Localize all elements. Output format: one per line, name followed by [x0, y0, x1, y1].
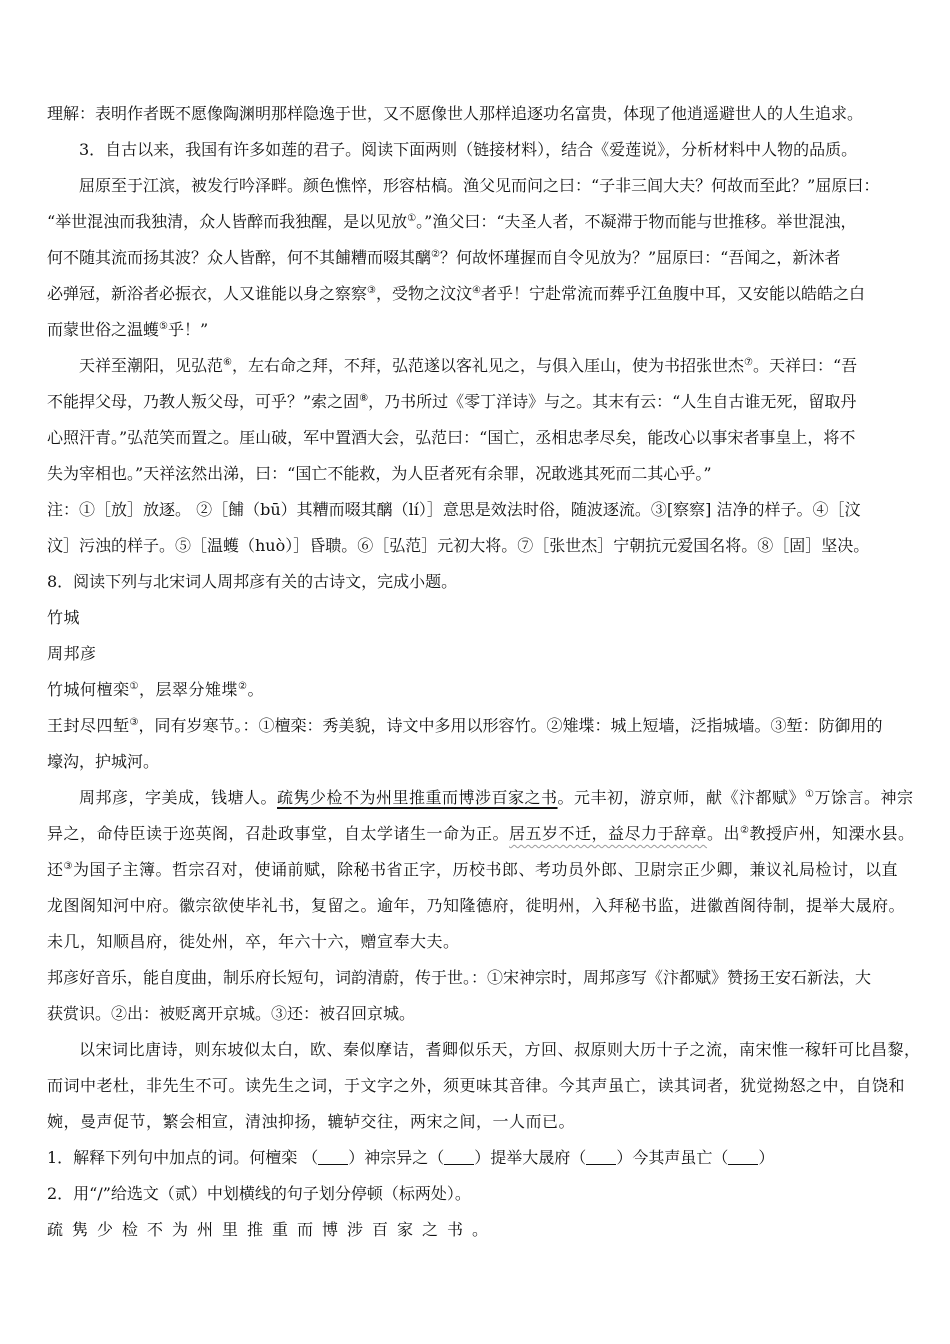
text: ，层翠分雉堞 — [138, 680, 238, 699]
underlined-sentence: 疏隽少检不为州里推重而博涉百家之书 — [277, 788, 558, 807]
footnote-mark: ⑤ — [159, 321, 168, 332]
text: 何檀栾 （ — [249, 1148, 319, 1167]
footnote-mark: ⑧ — [359, 393, 369, 404]
commentary-line: 以宋词比唐诗，则东坡似太白，欧、秦似摩诘，耆卿似乐天，方回、叔原则大历十子之流，南宋惟一稼轩可比昌黎， — [79, 1040, 921, 1059]
text: 者乎！宁赴常流而葬乎江鱼腹中耳，又安能以皓皓之白 — [480, 284, 865, 303]
text: 。 — [247, 680, 264, 699]
text: 。出 — [707, 824, 741, 843]
text: 而蒙世俗之温蠖 — [47, 320, 160, 339]
text: 王封尽四堑 — [47, 716, 130, 735]
footnote-mark: ⑦ — [744, 357, 753, 368]
document-page — [47, 96, 921, 1248]
commentary-line: 而词中老杜，非先生不可。读先生之词，于文字之外，须更味其音律。今其声虽亡，读其词者，犹觉拗怒之中，自饶和 — [47, 1076, 906, 1095]
passage-line — [47, 312, 913, 348]
footnote-mark: ⑥ — [223, 357, 232, 368]
bio-line: 龙图阁知河中府。徽宗欲使毕礼书，复留之。逾年，乃知隆德府，徙明州，入拜秘书监，进徽酋阁待制，提举大晟府。 — [47, 896, 906, 915]
passage-line — [47, 384, 913, 420]
text: 万馀言。神宗 — [814, 788, 914, 807]
text: ，同有岁寒节。：①檀栾：秀美貌，诗文中多用以形容竹。②雉堞：城上短墙，泛指城墙。③堑：防御用的 — [138, 716, 883, 735]
passage-line — [47, 204, 913, 240]
text: 。元丰初，游京师，献《汴都赋》 — [557, 788, 806, 807]
text: ）神宗异之（ — [348, 1148, 445, 1167]
commentary — [47, 1032, 921, 1140]
passage-line — [47, 240, 913, 276]
text: 周邦彦，字美成，钱塘人。 — [79, 788, 278, 807]
bio-line: 邦彦好音乐，能自度曲，制乐府长短句，词韵清蔚，传于世。：①宋神宗时，周邦彦写《汴都赋》赞扬王安石新法，大 — [47, 968, 872, 987]
passage-line — [47, 348, 913, 384]
sub-question-label: 1．解释下列句中加点的词。 — [47, 1148, 250, 1167]
text: 。”渔父曰：“夫圣人者，不凝滞于物而能与世推移。举世混浊， — [416, 212, 857, 231]
biography — [47, 780, 913, 960]
footnotes — [47, 492, 913, 564]
footnote-mark: ③ — [129, 717, 139, 728]
footnote-mark: ① — [129, 681, 139, 692]
footnote-mark: ③ — [63, 861, 73, 872]
passage-line: 失为宰相也。”天祥泫然出涕，曰：“国亡不能救，为人臣者死有余罪，况敢逃其死而二其心乎。” — [47, 464, 712, 483]
text: 异之，命侍臣读于迩英阁，召赴政事堂，自太学诸生一命为正。 — [47, 824, 510, 843]
poem-line — [47, 672, 913, 708]
bio-line — [47, 780, 913, 816]
footnote-mark: ② — [740, 825, 750, 836]
footnote-line: 注：①［放］放逐。 ②［餔（bū）其糟而啜其醨（lí）］意思是效法时俗，随波逐流。③[察察] 洁净的样子。④［汶 — [47, 500, 861, 519]
text: ）今其声虽亡（ — [616, 1148, 729, 1167]
footnote-mark: ④ — [472, 285, 481, 296]
footnote-mark: ② — [431, 249, 440, 260]
text: “举世混浊而我独清，众人皆醉而我独醒，是以见放 — [47, 212, 408, 231]
bio-line — [47, 852, 913, 888]
poem-title: 竹城 — [47, 608, 81, 627]
footnote-line: 汶］污浊的样子。⑤［温蠖（huò）］昏聩。⑥［弘范］元初大将。⑦［张世杰］宁朝抗元爱国名将。⑧［固］坚决。 — [47, 536, 870, 555]
bio-line: 未几，知顺昌府，徙处州，卒，年六十六，赠宣奉大夫。 — [47, 932, 460, 951]
text: 为国子主簿。哲宗召对，使诵前赋，除秘书省正字，历校书郎、考功员外郎、卫尉宗正少卿，兼议礼局检讨，以直 — [72, 860, 898, 879]
commentary-line: 婉，曼声促节，繁会相宣，清浊抑扬，辘轳交往，两宋之间，一人而已。 — [47, 1112, 576, 1131]
passage-line — [47, 276, 913, 312]
text: 天祥至潮阳，见弘范 — [79, 356, 224, 375]
text: 不能捍父母，乃教人叛父母，可乎？”索之固 — [47, 392, 360, 411]
footnote-mark: ③ — [367, 285, 376, 296]
poem-author: 周邦彦 — [47, 644, 97, 663]
passage-wentianxiang — [47, 348, 913, 492]
sub-question-2: 2．用“/”给选文（贰）中划横线的句子划分停顿（标两处）。 — [47, 1184, 471, 1203]
poem-line — [47, 708, 913, 744]
text: ） — [758, 1148, 775, 1167]
sentence-to-punctuate: 疏隽少检不为州里推重而博涉百家之书。 — [47, 1220, 498, 1239]
text: 教授庐州，知溧水县。 — [749, 824, 915, 843]
answer-blank[interactable] — [444, 1150, 474, 1165]
text: ？何故怀瑾握而自令见放为？”屈原曰：“吾闻之，新沐者 — [439, 248, 841, 267]
text: ，乃书所过《零丁洋诗》与之。其末有云：“人生自古谁无死，留取丹 — [368, 392, 857, 411]
answer-blank[interactable] — [318, 1150, 348, 1165]
passage-quyuan — [47, 168, 913, 348]
text: ）提举大晟府（ — [474, 1148, 587, 1167]
poem-note-wrap: 壕沟，护城河。 — [47, 752, 160, 771]
text: ，左右命之拜，不拜，弘范遂以客礼见之，与俱入厓山，使为书招张世杰 — [231, 356, 744, 375]
text: 必弹冠，新浴者必振衣，人又谁能以身之察察 — [47, 284, 368, 303]
question-3-prompt: 3．自古以来，我国有许多如莲的君子。阅读下面两则（链接材料），结合《爱莲说》，分析材料中人物的品质。 — [79, 140, 858, 159]
question-8-prompt: 8．阅读下列与北宋词人周邦彦有关的古诗文，完成小题。 — [47, 572, 458, 591]
text: 何不随其流而扬其波？众人皆醉，何不其餔糟而啜其醨 — [47, 248, 432, 267]
bio-line: 获赏识。②出：被贬离开京城。③还：被召回京城。 — [47, 1004, 416, 1023]
wavy-underlined-sentence: 居五岁不迁，益尽力于辞章 — [509, 824, 708, 843]
sub-question-1 — [47, 1140, 913, 1176]
text: 还 — [47, 860, 64, 879]
footnote-mark: ② — [238, 681, 248, 692]
answer-blank[interactable] — [728, 1150, 758, 1165]
text: 。天祥曰：“吾 — [752, 356, 858, 375]
passage-line: 屈原至于江滨，被发行吟泽畔。颜色憔悴，形容枯槁。渔父见而问之曰：“子非三闾大夫？何故而至此？”屈原曰： — [79, 176, 880, 195]
footnote-mark: ① — [407, 213, 417, 224]
answer-blank[interactable] — [586, 1150, 616, 1165]
text: 竹城何檀栾 — [47, 680, 130, 699]
footnote-mark: ① — [805, 789, 815, 800]
answer-line: 理解：表明作者既不愿像陶渊明那样隐逸于世，又不愿像世人那样追逐功名富贵，体现了他逍遥避世人的人生追求。 — [47, 104, 864, 123]
text: ，受物之汶汶 — [375, 284, 472, 303]
passage-line: 心照汗青。”弘范笑而置之。厓山破，军中置酒大会，弘范曰：“国亡，丞相忠孝尽矣，能改心以事宋者事皇上，将不 — [47, 428, 856, 447]
text: 乎！” — [167, 320, 209, 339]
bio-line — [47, 816, 913, 852]
